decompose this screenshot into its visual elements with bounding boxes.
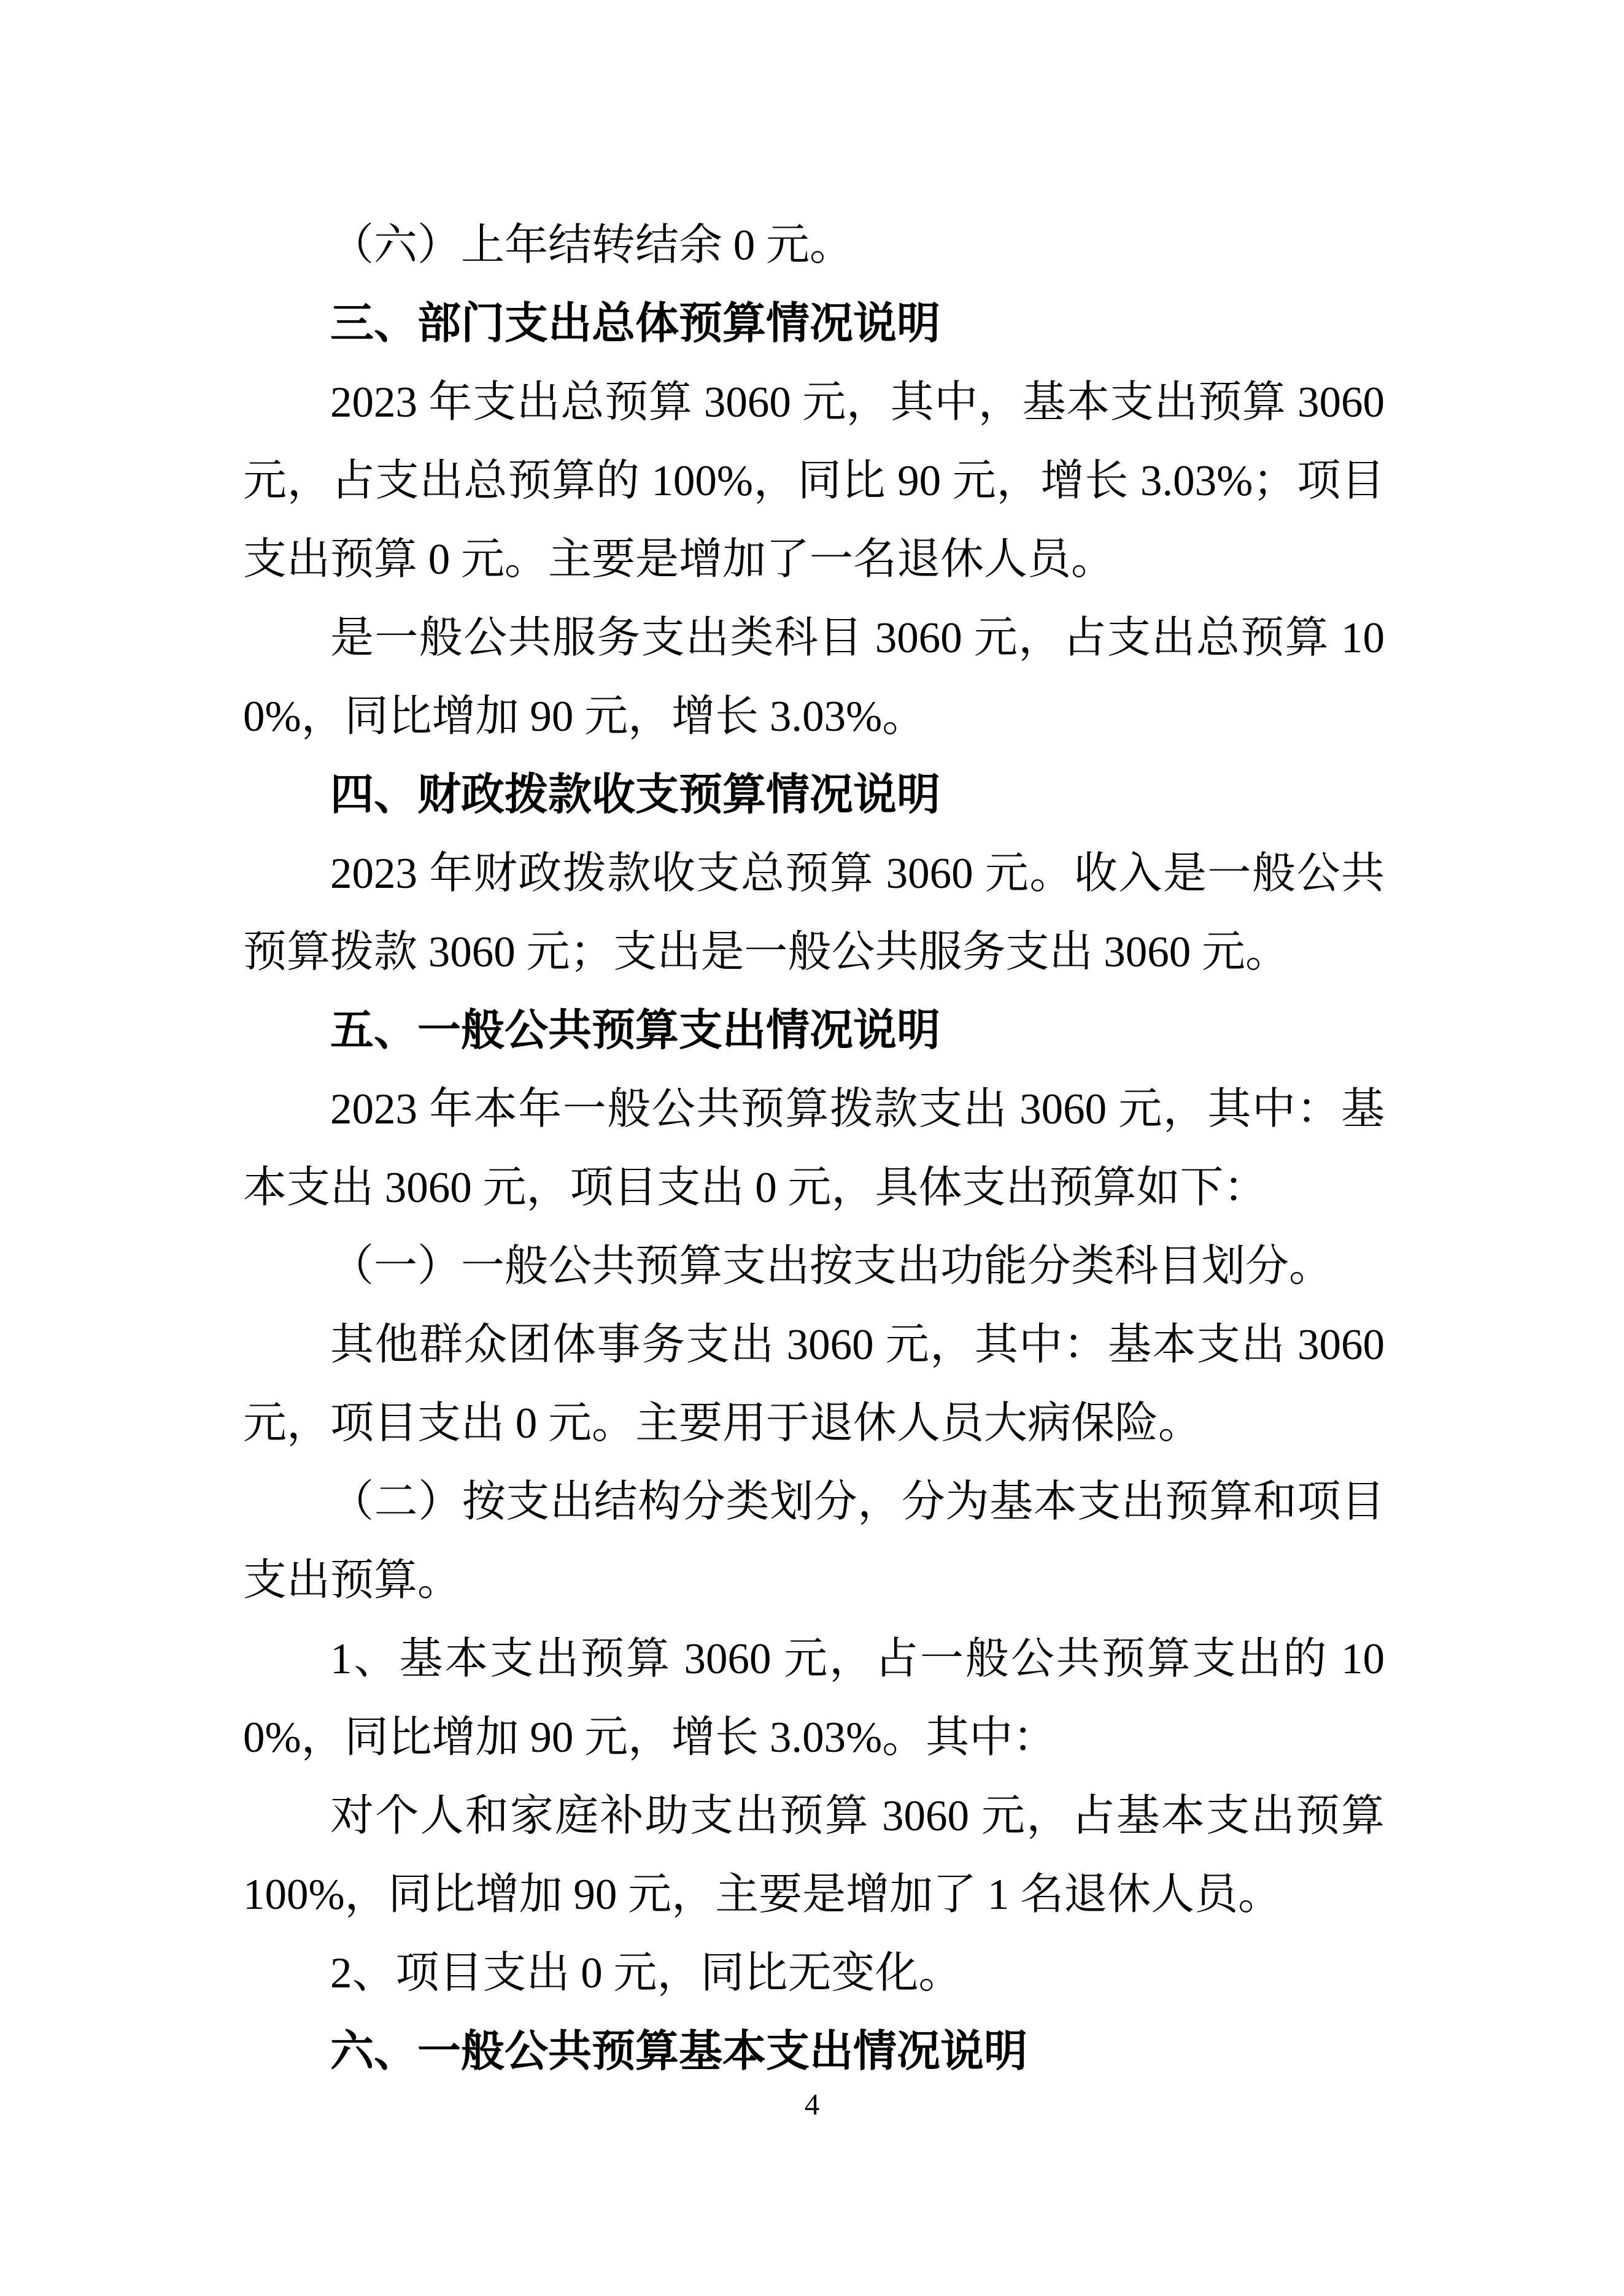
section-heading-3-total-expenditure: 三、部门支出总体预算情况说明 [330,299,941,348]
paragraph-basic-expenditure-budget: 1、基本支出预算 3060 元，占一般公共预算支出的 100%，同比增加 90 元，增长 3.03%。其中： [243,1635,1385,1762]
section-heading-5-general-public-budget: 五、一般公共预算支出情况说明 [330,1006,941,1055]
paragraph-total-expenditure-budget: 2023 年支出总预算 3060 元，其中，基本支出预算 3060 元，占支出总预算的 100%，同比 90 元，增长 3.03%；项目支出预算 0 元。主要是增加了一名退休人员。 [243,379,1385,584]
paragraph-structure-classification: （二）按支出结构分类划分，分为基本支出预算和项目支出预算。 [243,1478,1385,1605]
paragraph-fiscal-allocation-budget: 2023 年财政拨款收支总预算 3060 元。收入是一般公共预算拨款 3060 元；支出是一般公共服务支出 3060 元。 [243,850,1385,976]
paragraph-functional-classification: （一）一般公共预算支出按支出功能分类科目划分。 [330,1242,1333,1290]
section-heading-6-basic-expenditure: 六、一般公共预算基本支出情况说明 [330,2027,1028,2076]
paragraph-individual-family-subsidy: 对个人和家庭补助支出预算 3060 元，占基本支出预算 100%，同比增加 90 元，主要是增加了 1 名退休人员。 [243,1792,1385,1919]
section-heading-4-fiscal-allocation: 四、财政拨款收支预算情况说明 [330,771,941,819]
document-body [243,206,1385,2091]
paragraph-public-service-category: 是一般公共服务支出类科目 3060 元，占支出总预算 100%，同比增加 90 元，增长 3.03%。 [243,614,1385,741]
paragraph-carryover-balance: （六）上年结转结余 0 元。 [330,222,854,269]
paragraph-project-expenditure: 2、项目支出 0 元，同比无变化。 [330,1949,962,1997]
page-number: 4 [804,2087,820,2121]
paragraph-general-budget-expenditure: 2023 年本年一般公共预算拨款支出 3060 元，其中：基本支出 3060 元，项目支出 0 元，具体支出预算如下： [243,1085,1385,1212]
paragraph-other-mass-organizations: 其他群众团体事务支出 3060 元，其中：基本支出 3060 元，项目支出 0 元。主要用于退休人员大病保险。 [243,1321,1385,1447]
